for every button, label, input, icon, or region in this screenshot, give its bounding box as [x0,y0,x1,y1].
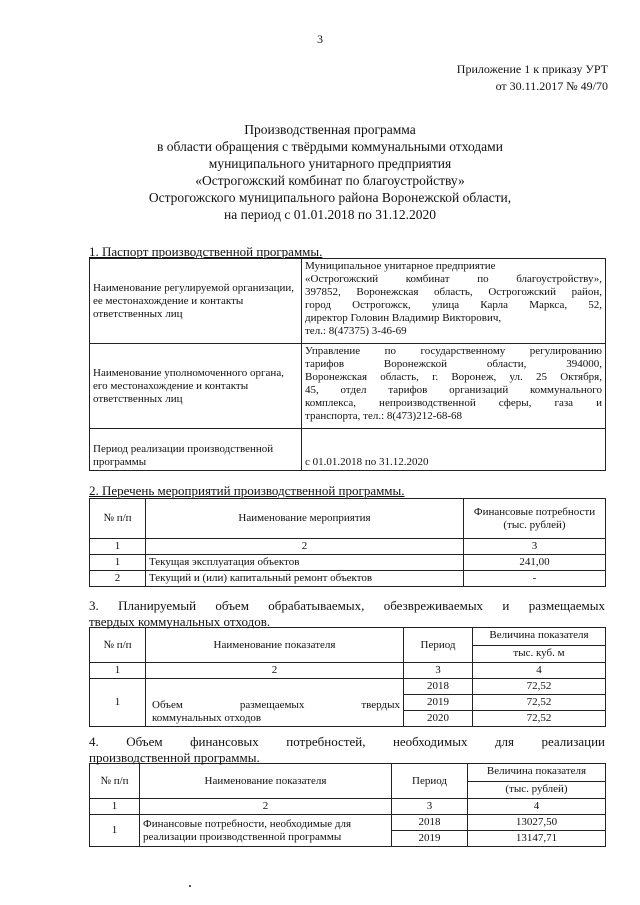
financial-needs-table [89,763,606,847]
column-header: Наименование показателя [140,764,392,799]
indicator-name: Финансовые потребности, необходимые для реализации производственной программы [140,815,392,847]
scan-speck [189,885,191,887]
measure-value: 241,00 [464,555,606,571]
title-line-4: «Острогожский комбинат по благоустройству» [195,173,465,188]
row-number: 2 [90,571,146,587]
table-row [90,679,606,695]
row-number: 1 [90,815,140,847]
column-header: № п/п [90,628,146,663]
row-number: 1 [90,555,146,571]
column-header: Наименование мероприятия [146,499,464,539]
table-row [90,555,606,571]
passport-value: Муниципальное унитарное предприятие «Острогожский комбинат по благоустройству», 397852, Воронежская область, Острогожский район, город Острогожск, улица Карла Маркса, 52, директор Головин Владимир Викторович, тел.: 8(47375) 3-46-69 [302,259,606,344]
section1-heading: 1. Паспорт производственной программы. [89,244,323,259]
document-title [60,121,600,223]
section3-heading-line-2: твердых коммунальных отходов. [89,614,271,629]
section4-heading-line-2: производственной программы. [89,750,260,765]
measure-name: Текущий и (или) капитальный ремонт объектов [146,571,464,587]
column-header: № п/п [90,499,146,539]
passport-table [89,258,606,471]
title-line-1: Производственная программа [244,122,416,137]
measures-table [89,498,606,587]
section3-heading: 3. Планируемый объем обрабатываемых, обезвреживаемых и размещаемых [89,598,605,613]
table-header-row [90,628,606,646]
indicator-name: Объем размещаемых твердых коммунальных отходов [146,679,404,727]
waste-volume-table [89,627,606,727]
passport-value: с 01.01.2018 по 31.12.2020 [302,429,606,471]
title-line-6: на период с 01.01.2018 по 31.12.2020 [224,207,436,222]
measure-value: - [464,571,606,587]
passport-label: Период реализации производственной программы [90,429,302,471]
period-cell: 2018 [404,679,473,695]
passport-row [90,344,606,429]
period-cell: 2018 [392,815,468,831]
table-header-row [90,764,606,782]
value-cell: 72,52 [473,679,606,695]
value-cell: 72,52 [473,711,606,727]
section2-heading: 2. Перечень мероприятий производственной программы. [89,483,405,498]
passport-value: Управление по государственному регулированию тарифов Воронежской области, 394000, Воронежская область, г. Воронеж, ул. 25 Октября, 45, отдел тарифов организаций коммунального комплекса, непроизводственной сферы, газа и транспорта, тел.: 8(473)212-68-68 [302,344,606,429]
title-line-3: муниципального унитарного предприятия [208,156,452,171]
passport-row [90,259,606,344]
period-cell: 2019 [404,695,473,711]
table-index-row: 1 2 3 [90,539,606,555]
value-cell: 72,52 [473,695,606,711]
table-row [90,815,606,831]
appendix-note [457,61,608,95]
column-unit: тыс. куб. м [473,646,606,663]
passport-label: Наименование регулируемой организации, ее местонахождение и контакты ответственных лиц [90,259,302,344]
column-header: Период [392,764,468,799]
table-row [90,571,606,587]
column-header: Величина показателя [468,764,606,782]
column-header: № п/п [90,764,140,799]
column-header: Период [404,628,473,663]
section4-heading: 4. Объем финансовых потребностей, необходимых для реализации [89,734,605,749]
measure-name: Текущая эксплуатация объектов [146,555,464,571]
table-index-row: 1 2 3 4 [90,799,606,815]
table-index-row: 1 2 3 4 [90,663,606,679]
column-unit: (тыс. рублей) [468,782,606,799]
passport-row [90,429,606,471]
passport-label: Наименование уполномоченного органа, его местонахождение и контакты ответственных лиц [90,344,302,429]
row-number: 1 [90,679,146,727]
value-cell: 13147,71 [468,831,606,847]
value-cell: 13027,50 [468,815,606,831]
column-header: Наименование показателя [146,628,404,663]
title-line-2: в области обращения с твёрдыми коммунальными отходами [157,139,503,154]
title-line-5: Острогожского муниципального района Воронежской области, [148,190,512,205]
column-header: Величина показателя [473,628,606,646]
period-cell: 2019 [392,831,468,847]
table-header-row [90,499,606,539]
appendix-line-1: Приложение 1 к приказу УРТ [456,62,608,76]
period-cell: 2020 [404,711,473,727]
column-header: Финансовые потребности (тыс. рублей) [464,499,606,539]
page-number: 3 [317,32,323,46]
appendix-line-2: от 30.11.2017 № 49/70 [495,79,608,93]
